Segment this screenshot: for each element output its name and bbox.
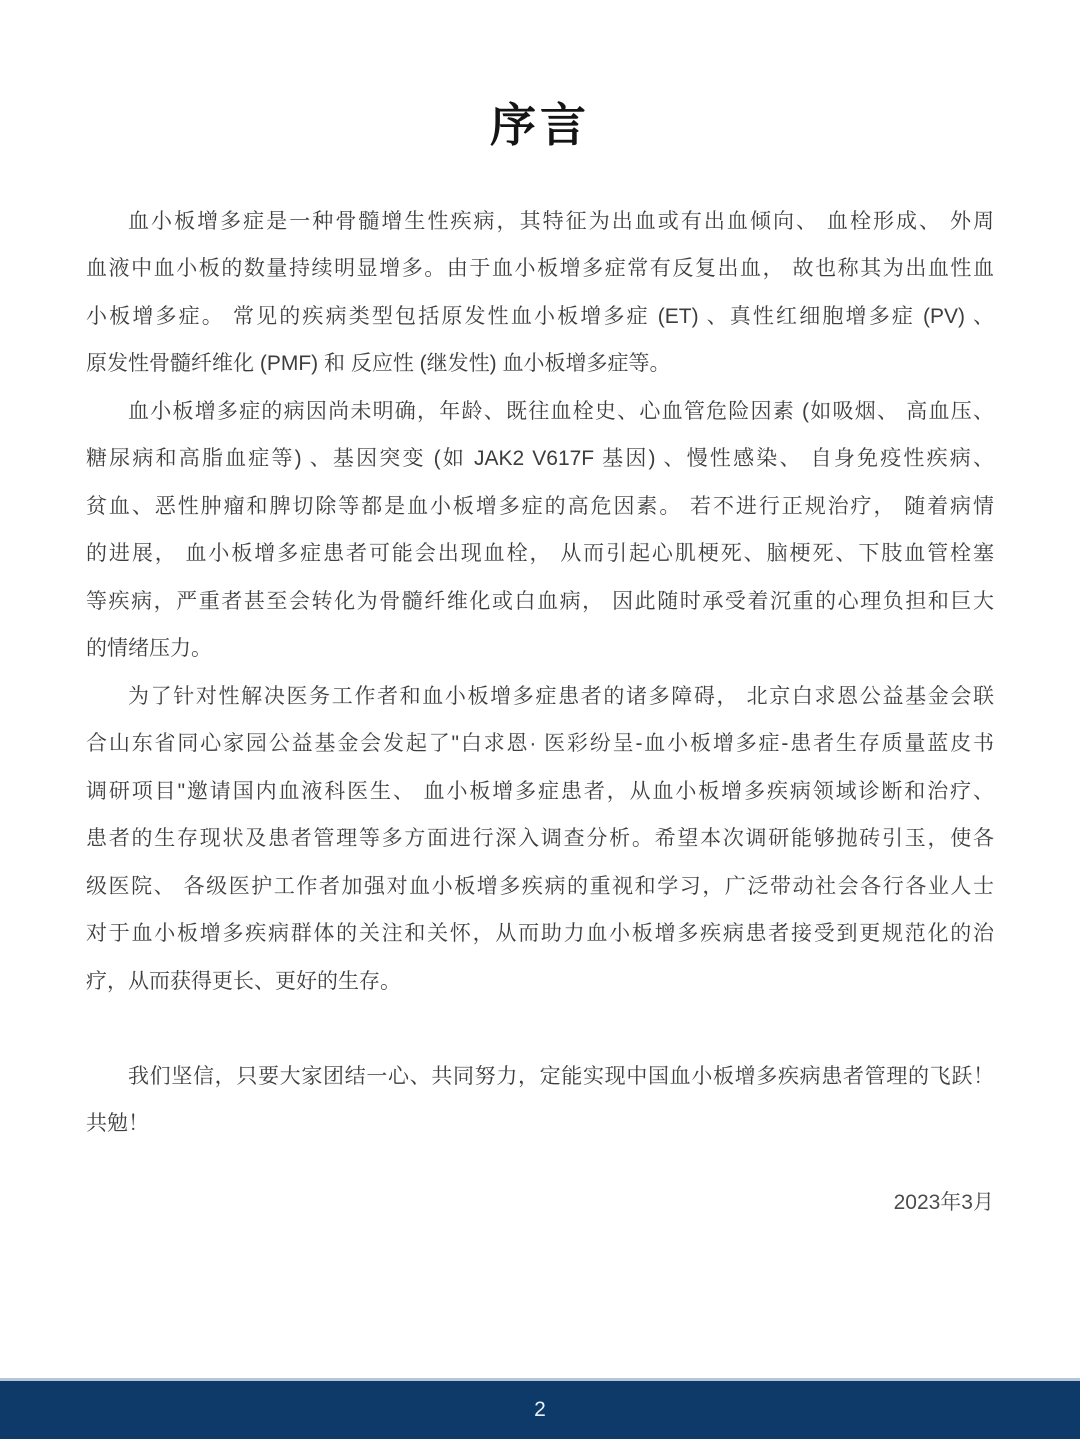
- paragraph: [86, 1053, 994, 1148]
- text-line: 疗，从而获得更长、更好的生存。: [86, 969, 401, 993]
- text-line: 血液中血小板的数量持续明显增多。由于血小板增多症常有反复出血， 故也称其为出血性血: [86, 257, 994, 281]
- paragraph: [86, 388, 994, 673]
- text-line: 的情绪压力。: [86, 637, 212, 661]
- date-line: 2023年3月: [893, 1190, 994, 1214]
- text-line: 血小板增多症的病因尚未明确，年龄、既往血栓史、心血管危险因素 (如吸烟、 高血压、: [128, 399, 994, 423]
- text-line: 等疾病，严重者甚至会转化为骨髓纤维化或白血病， 因此随时承受着沉重的心理负担和巨大: [86, 589, 994, 613]
- page-title: 序言: [490, 99, 590, 151]
- text-line: 共勉！: [86, 1112, 149, 1136]
- text-line: 贫血、恶性肿瘤和脾切除等都是血小板增多症的高危因素。 若不进行正规治疗， 随着病情: [86, 494, 994, 518]
- text-line: 小板增多症。 常见的疾病类型包括原发性血小板增多症 (ET) 、真性红细胞增多症 (PV) 、: [86, 304, 994, 328]
- text-line: 糖尿病和高脂血症等) 、基因突变 (如 JAK2 V617F 基因) 、慢性感染、 自身免疫性疾病、: [86, 447, 994, 471]
- text-line: 级医院、 各级医护工作者加强对血小板增多疾病的重视和学习，广泛带动社会各行各业人士: [86, 874, 994, 898]
- paragraph: [86, 673, 994, 1006]
- text-line: 血小板增多症是一种骨髓增生性疾病，其特征为出血或有出血倾向、 血栓形成、 外周: [128, 209, 994, 233]
- text-line: 调研项目"邀请国内血液科医生、 血小板增多症患者，从血小板增多疾病领域诊断和治疗、: [86, 779, 994, 803]
- text-line: 的进展， 血小板增多症患者可能会出现血栓， 从而引起心肌梗死、脑梗死、下肢血管栓塞: [86, 542, 994, 566]
- text-line: 我们坚信，只要大家团结一心、共同努力，定能实现中国血小板增多疾病患者管理的飞跃！: [128, 1064, 994, 1088]
- paragraph: [86, 198, 994, 388]
- text-line: 原发性骨髓纤维化 (PMF) 和 反应性 (继发性) 血小板增多症等。: [86, 352, 671, 376]
- text-line: 患者的生存现状及患者管理等多方面进行深入调查分析。希望本次调研能够抛砖引玉，使各: [86, 827, 994, 851]
- footer-bar: [0, 1378, 1080, 1439]
- text-line: 对于血小板增多疾病群体的关注和关怀，从而助力血小板增多疾病患者接受到更规范化的治: [86, 922, 994, 946]
- body-text: [86, 198, 994, 1148]
- page-number: 2: [534, 1398, 546, 1421]
- text-line: 合山东省同心家园公益基金会发起了"白求恩· 医彩纷呈-血小板增多症-患者生存质量蓝皮书: [86, 732, 994, 756]
- text-line: 为了针对性解决医务工作者和血小板增多症患者的诸多障碍， 北京白求恩公益基金会联: [128, 684, 994, 708]
